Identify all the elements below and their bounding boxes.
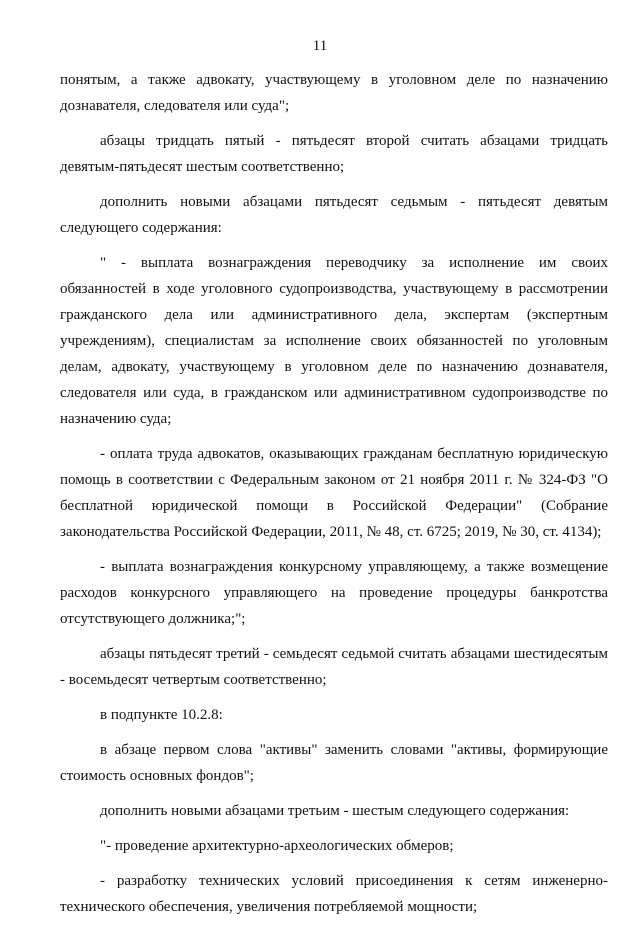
paragraph: дополнить новыми абзацами пятьдесят седьмым - пятьдесят девятым следующего содержания: — [60, 194, 608, 236]
paragraph: абзацы тридцать пятый - пятьдесят второй считать абзацами тридцать девятым-пятьдесят шестым соответственно; — [60, 133, 608, 175]
paragraph: - выплата вознаграждения конкурсному управляющему, а также возмещение расходов конкурсного управляющего на проведение процедуры банкротства отсутствующего должника;"; — [60, 559, 608, 627]
document-body — [60, 67, 608, 929]
paragraph: в подпункте 10.2.8: — [100, 707, 223, 723]
paragraph: " - выплата вознаграждения переводчику за исполнение им своих обязанностей в ходе уголовного судопроизводства, участвующему в рассмотрении гражданского дела или административного дела, экспертам (экспертным учреждениям), специалистам за исполнение своих обязанностей по уголовным делам, адвокату, участвующему в уголовном деле по назначению дознавателя, следователя или суда, в гражданском или административном судопроизводстве по назначению суда; — [60, 255, 608, 427]
paragraph: понятым, а также адвокату, участвующему в уголовном деле по назначению дознавателя, следователя или суда"; — [60, 72, 608, 114]
paragraph: - разработку технических условий присоединения к сетям инженерно-технического обеспечения, увеличения потребляемой мощности; — [60, 873, 608, 915]
paragraph: абзацы пятьдесят третий - семьдесят седьмой считать абзацами шестидесятым - восемьдесят четвертым соответственно; — [60, 646, 608, 688]
paragraph: в абзаце первом слова "активы" заменить словами "активы, формирующие стоимость основных фондов"; — [60, 742, 608, 784]
paragraph: "- проведение архитектурно-археологических обмеров; — [100, 838, 454, 854]
page-number: 11 — [312, 38, 328, 54]
paragraph: - оплата труда адвокатов, оказывающих гражданам бесплатную юридическую помощь в соответствии с Федеральным законом от 21 ноября 2011 г. № 324-ФЗ "О бесплатной юридической помощи в Российской Федерации" (Собрание законодательства Российской Федерации, 2011, № 48, ст. 6725; 2019, № 30, ст. 4134); — [60, 446, 608, 540]
paragraph: дополнить новыми абзацами третьим - шестым следующего содержания: — [100, 803, 570, 819]
